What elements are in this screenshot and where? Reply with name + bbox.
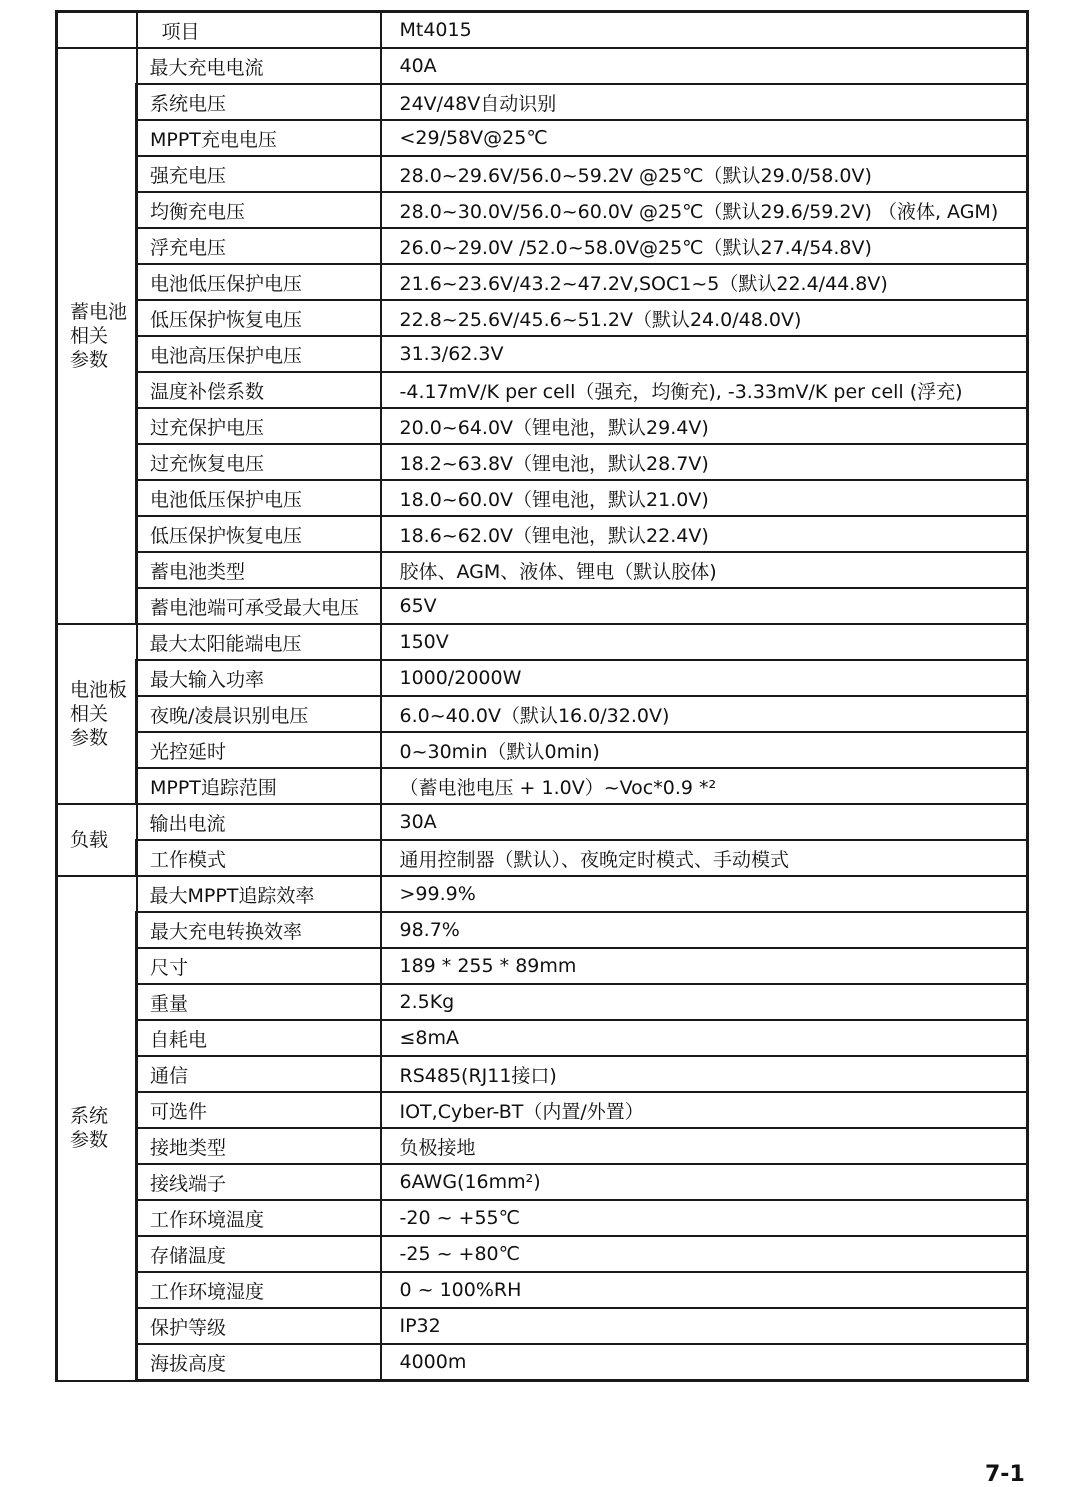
param-cell: 最大充电电流: [137, 48, 381, 84]
table-row: [57, 1056, 1028, 1092]
value-cell: 6AWG(16mm²): [381, 1164, 1028, 1200]
header-empty-cell: [57, 12, 137, 49]
table-row: [57, 696, 1028, 732]
table-row: [57, 192, 1028, 228]
value-cell: 4000m: [381, 1344, 1028, 1381]
value-cell: 31.3/62.3V: [381, 336, 1028, 372]
category-cell: [57, 48, 137, 624]
param-cell: 重量: [137, 984, 381, 1020]
table-row: [57, 984, 1028, 1020]
value-cell: 26.0~29.0V /52.0~58.0V@25℃（默认27.4/54.8V): [381, 228, 1028, 264]
table-row: [57, 1092, 1028, 1128]
value-cell: 28.0~29.6V/56.0~59.2V @25℃（默认29.0/58.0V): [381, 156, 1028, 192]
category-label-line: 电池板: [70, 679, 128, 701]
value-cell: IOT,Cyber-BT（内置/外置）: [381, 1092, 1028, 1128]
value-cell: 20.0~64.0V（锂电池，默认29.4V): [381, 408, 1028, 444]
table-row: [57, 300, 1028, 336]
param-cell: 电池低压保护电压: [137, 480, 381, 516]
value-cell: 1000/2000W: [381, 660, 1028, 696]
table-row: [57, 840, 1028, 876]
param-cell: 最大输入功率: [137, 660, 381, 696]
table-row: [57, 732, 1028, 768]
table-row: [57, 516, 1028, 552]
table-row: [57, 552, 1028, 588]
param-cell: 夜晚/凌晨识别电压: [137, 696, 381, 732]
value-cell: 0 ~ 100%RH: [381, 1272, 1028, 1308]
table-row: [57, 120, 1028, 156]
category-label-line: 参数: [70, 349, 109, 371]
table-row: [57, 444, 1028, 480]
table-row: [57, 408, 1028, 444]
value-cell: 98.7%: [381, 912, 1028, 948]
value-cell: 18.2~63.8V（锂电池，默认28.7V): [381, 444, 1028, 480]
param-cell: MPPT追踪范围: [137, 768, 381, 804]
value-cell: 0~30min（默认0min): [381, 732, 1028, 768]
param-cell: 均衡充电压: [137, 192, 381, 228]
param-cell: 最大太阳能端电压: [137, 624, 381, 660]
category-label-line: 参数: [70, 727, 109, 749]
table-row: [57, 804, 1028, 840]
table-row: [57, 948, 1028, 984]
value-cell: -25 ~ +80℃: [381, 1236, 1028, 1272]
value-cell: 65V: [381, 588, 1028, 624]
page-number: 7-1: [985, 1462, 1025, 1487]
value-cell: 通用控制器（默认）、夜晚定时模式、手动模式: [381, 840, 1028, 876]
category-label-line: 负载: [70, 829, 109, 851]
category-label-line: 蓄电池: [70, 301, 128, 323]
category-label-line: 相关: [70, 325, 109, 347]
table-row: [57, 1344, 1028, 1381]
category-label-line: 相关: [70, 703, 109, 725]
table-row: [57, 84, 1028, 120]
param-cell: 工作环境湿度: [137, 1272, 381, 1308]
param-cell: 工作环境温度: [137, 1200, 381, 1236]
category-cell: [57, 876, 137, 1381]
param-cell: 温度补偿系数: [137, 372, 381, 408]
table-row: [57, 1308, 1028, 1344]
spec-table: [55, 10, 1029, 1382]
table-row: [57, 768, 1028, 804]
value-cell: 40A: [381, 48, 1028, 84]
param-cell: 最大充电转换效率: [137, 912, 381, 948]
param-cell: MPPT充电电压: [137, 120, 381, 156]
value-cell: 胶体、AGM、液体、锂电（默认胶体): [381, 552, 1028, 588]
param-cell: 自耗电: [137, 1020, 381, 1056]
table-row: [57, 156, 1028, 192]
value-cell: 18.0~60.0V（锂电池，默认21.0V): [381, 480, 1028, 516]
value-cell: >99.9%: [381, 876, 1028, 912]
param-cell: 低压保护恢复电压: [137, 300, 381, 336]
param-cell: 过充保护电压: [137, 408, 381, 444]
table-row: [57, 264, 1028, 300]
param-cell: 光控延时: [137, 732, 381, 768]
value-cell: ≤8mA: [381, 1020, 1028, 1056]
param-cell: 低压保护恢复电压: [137, 516, 381, 552]
value-cell: （蓄电池电压 + 1.0V）~Voc*0.9 *²: [381, 768, 1028, 804]
header-model-cell: Mt4015: [381, 12, 1028, 49]
param-cell: 电池高压保护电压: [137, 336, 381, 372]
value-cell: <29/58V@25℃: [381, 120, 1028, 156]
table-row: [57, 876, 1028, 912]
value-cell: 负极接地: [381, 1128, 1028, 1164]
value-cell: IP32: [381, 1308, 1028, 1344]
value-cell: 6.0~40.0V（默认16.0/32.0V): [381, 696, 1028, 732]
param-cell: 工作模式: [137, 840, 381, 876]
param-cell: 存储温度: [137, 1236, 381, 1272]
param-cell: 尺寸: [137, 948, 381, 984]
value-cell: 22.8~25.6V/45.6~51.2V（默认24.0/48.0V): [381, 300, 1028, 336]
table-row: [57, 1020, 1028, 1056]
table-row: [57, 336, 1028, 372]
param-cell: 可选件: [137, 1092, 381, 1128]
header-param-cell: 项目: [137, 12, 381, 49]
table-row: [57, 48, 1028, 84]
table-row: [57, 1164, 1028, 1200]
param-cell: 保护等级: [137, 1308, 381, 1344]
value-cell: 189 * 255 * 89mm: [381, 948, 1028, 984]
table-row: [57, 1236, 1028, 1272]
table-row: [57, 228, 1028, 264]
value-cell: 2.5Kg: [381, 984, 1028, 1020]
param-cell: 过充恢复电压: [137, 444, 381, 480]
value-cell: RS485(RJ11接口): [381, 1056, 1028, 1092]
category-label-line: 系统: [70, 1105, 109, 1128]
table-row: [57, 912, 1028, 948]
value-cell: 21.6~23.6V/43.2~47.2V,SOC1~5（默认22.4/44.8V): [381, 264, 1028, 300]
table-row: [57, 624, 1028, 660]
value-cell: 28.0~30.0V/56.0~60.0V @25℃（默认29.6/59.2V) （液体, AGM): [381, 192, 1028, 228]
value-cell: 18.6~62.0V（锂电池，默认22.4V): [381, 516, 1028, 552]
param-cell: 强充电压: [137, 156, 381, 192]
param-cell: 电池低压保护电压: [137, 264, 381, 300]
value-cell: -20 ~ +55℃: [381, 1200, 1028, 1236]
param-cell: 浮充电压: [137, 228, 381, 264]
table-row: [57, 660, 1028, 696]
value-cell: 30A: [381, 804, 1028, 840]
table-row: [57, 480, 1028, 516]
param-cell: 海拔高度: [137, 1344, 381, 1381]
table-row: [57, 588, 1028, 624]
table-row: [57, 1200, 1028, 1236]
spec-table-body: [57, 12, 1028, 1381]
param-cell: 输出电流: [137, 804, 381, 840]
value-cell: -4.17mV/K per cell（强充，均衡充), -3.33mV/K per cell (浮充): [381, 372, 1028, 408]
param-cell: 接地类型: [137, 1128, 381, 1164]
param-cell: 蓄电池端可承受最大电压: [137, 588, 381, 624]
value-cell: 24V/48V自动识别: [381, 84, 1028, 120]
param-cell: 最大MPPT追踪效率: [137, 876, 381, 912]
param-cell: 蓄电池类型: [137, 552, 381, 588]
category-cell: [57, 804, 137, 876]
value-cell: 150V: [381, 624, 1028, 660]
param-cell: 系统电压: [137, 84, 381, 120]
param-cell: 通信: [137, 1056, 381, 1092]
param-cell: 接线端子: [137, 1164, 381, 1200]
table-row: [57, 1128, 1028, 1164]
category-cell: [57, 624, 137, 804]
table-header-row: [57, 12, 1028, 49]
table-row: [57, 1272, 1028, 1308]
table-row: [57, 372, 1028, 408]
category-label-line: 参数: [70, 1129, 109, 1152]
